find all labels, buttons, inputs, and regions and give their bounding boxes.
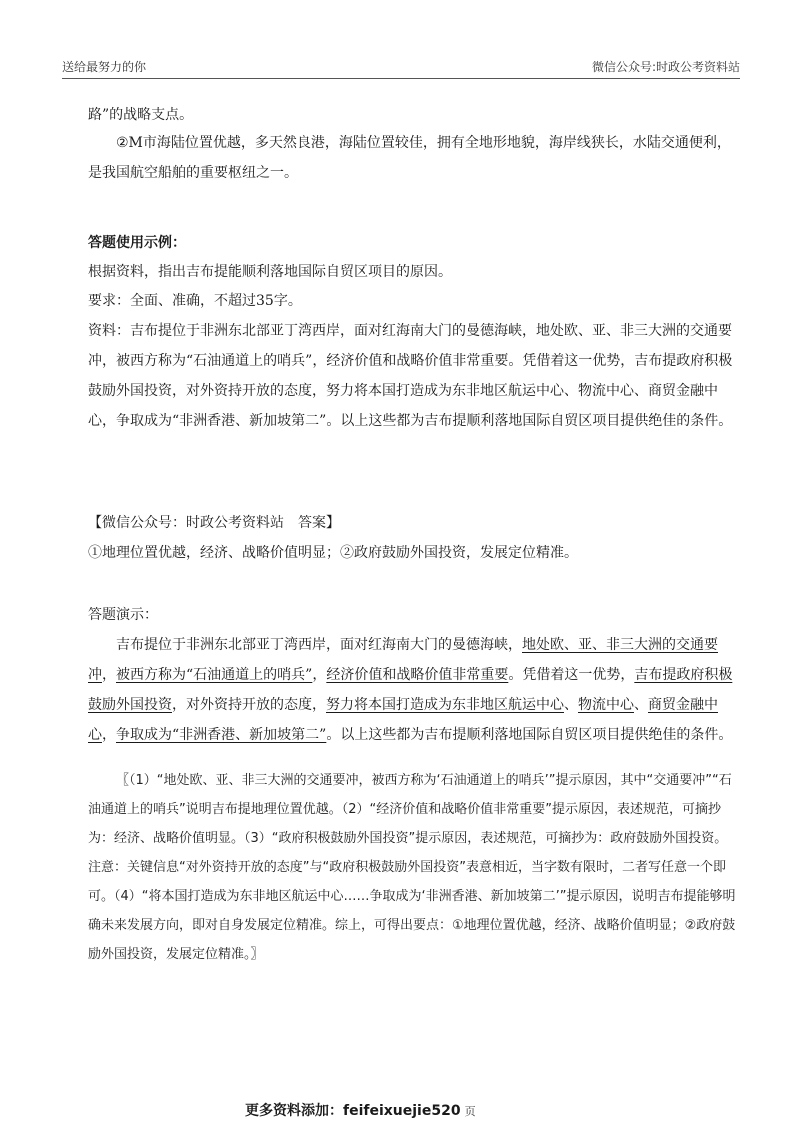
demo-seg: ，	[312, 667, 327, 683]
header-left-text: 送给最努力的你	[62, 60, 147, 74]
answer-heading: 【微信公众号：时政公考资料站 答案】	[88, 515, 340, 531]
header-right-text: 微信公众号:时政公考资料站	[591, 60, 740, 74]
demo-seg: 、	[564, 697, 578, 713]
analysis-note: 〖（1）“地处欧、亚、非三大洲的交通要冲，被西方称为‘石油通道上的哨兵’”提示原因，其中“交通要冲”“石油通道上的哨兵”说明吉布提地理位置优越。（2）“经济价值和战略价值非常重要”提示原因，表述规范，可摘抄为：经济、战略价值明显。（3）“政府积极鼓励外国投资”提示原因，表述规范，可摘抄为：政府鼓励外国投资。注意：关键信息“对外资持开放的态度”与“政府积极鼓励外国投资”表意相近，当字数有限时，二者写任意一个即可。（4）“将本国打造成为东非地区航运中心……争取成为‘非洲香港、新加坡第二’”提示原因，说明吉布提能够明确未来发展方向，即对自身发展定位精准。综上，可得出要点：①地理位置优越，经济、战略价值明显；②政府鼓励外国投资，发展定位精准。〗	[88, 773, 736, 962]
example-requirement: 要求：全面、准确，不超过35字。	[88, 293, 302, 309]
intro-point-2: ②M市海陆位置优越，多天然良港，海陆位置较佳，拥有全地形地貌，海岸线狭长，水陆交通便利，是我国航空船舶的重要枢纽之一。	[88, 135, 731, 181]
demo-key-phrase: 被西方称为“石油通道上的哨兵”	[116, 667, 313, 683]
example-heading: 答题使用示例：	[88, 235, 186, 251]
demo-seg: 。凭借着这一优势，	[508, 667, 635, 683]
demo-seg: 吉布提位于非洲东北部亚丁湾西岸，面对红海南大门的曼德海峡，	[116, 637, 522, 653]
demo-seg: ，	[102, 667, 116, 683]
demo-key-phrase: 努力将本国打造成为东非地区航运中心	[326, 697, 564, 713]
page-header	[62, 56, 740, 79]
demo-key-phrase: 商贸金融中心	[88, 697, 718, 743]
answer-text: ①地理位置优越，经济、战略价值明显；②政府鼓励外国投资，发展定位精准。	[88, 545, 578, 561]
demo-seg: ，对外资持开放的态度，	[172, 697, 326, 713]
demo-paragraph	[88, 630, 734, 750]
intro-line: 路”的战略支点。	[88, 107, 194, 123]
page-footer	[245, 1100, 476, 1120]
demo-key-phrase: 吉布提政府积极鼓励外国投资	[88, 667, 733, 713]
demo-key-phrase: 争取成为“非洲香港、新加坡第二”	[116, 727, 327, 743]
footer-text: 更多资料添加：feifeixuejie520	[245, 1103, 461, 1119]
demo-heading: 答题演示：	[88, 607, 158, 623]
demo-key-phrase: 地处欧、亚、非三大洲的交通要冲	[88, 637, 718, 683]
demo-key-phrase: 经济价值和战略价值非常重要	[326, 667, 509, 683]
demo-seg: ，	[102, 727, 116, 743]
example-question: 根据资料，指出吉布提能顺利落地国际自贸区项目的原因。	[88, 264, 452, 280]
demo-key-phrase: 物流中心	[578, 697, 634, 713]
demo-seg: 。以上这些都为吉布提顺利落地国际自贸区项目提供绝佳的条件。	[326, 727, 733, 743]
example-material: 资料：吉布提位于非洲东北部亚丁湾西岸，面对红海南大门的曼德海峡，地处欧、亚、非三大洲的交通要冲，被西方称为“石油通道上的哨兵”，经济价值和战略价值非常重要。凭借着这一优势，吉布提政府积极鼓励外国投资，对外资持开放的态度，努力将本国打造成为东非地区航运中心、物流中心、商贸金融中心，争取成为“非洲香港、新加坡第二”。以上这些都为吉布提顺利落地国际自贸区项目提供绝佳的条件。	[88, 323, 733, 429]
page-mark: 页	[464, 1105, 476, 1118]
demo-seg: 、	[634, 697, 648, 713]
